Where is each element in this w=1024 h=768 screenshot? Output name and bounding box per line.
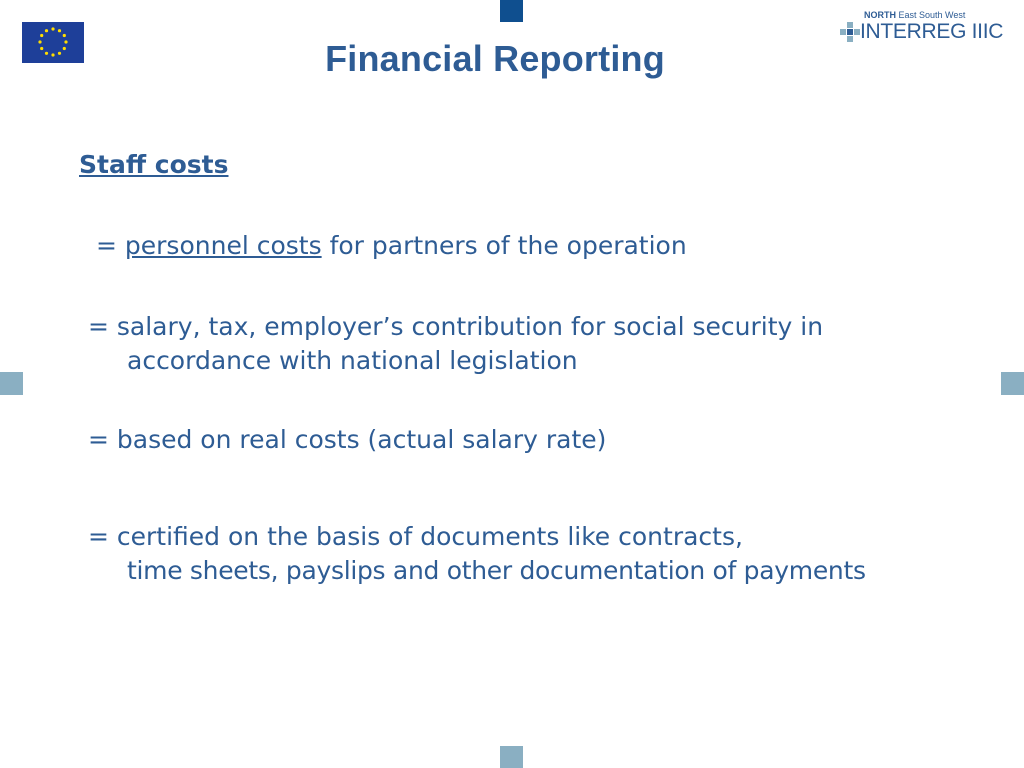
bullet-personnel-costs <box>96 229 687 263</box>
personnel-costs-link[interactable]: personnel costs <box>124 231 322 260</box>
bullet-real-costs: = based on real costs (actual salary rate) <box>88 425 607 454</box>
bullet-salary-line1: = salary, tax, employer’s contribution for social security in <box>88 312 824 341</box>
top-marker-square <box>500 0 523 22</box>
logo-north: NORTH <box>864 10 896 20</box>
section-heading: Staff costs <box>79 150 229 179</box>
left-marker-square <box>0 372 23 395</box>
bullet-certified-line1: = certified on the basis of documents like contracts, <box>88 522 743 551</box>
logo-name: INTERREG IIIC <box>860 20 1004 43</box>
bullet-certified-line2: time sheets, payslips and other documentation of payments <box>127 556 866 585</box>
bullet-prefix: = <box>96 231 125 260</box>
bullet-salary-line2: accordance with national legislation <box>127 346 578 375</box>
bottom-marker-square <box>500 746 523 768</box>
bullet-text: for partners of the operation <box>321 231 687 260</box>
right-marker-square <box>1001 372 1024 395</box>
logo-tagline <box>864 10 965 20</box>
slide-title: Financial Reporting <box>325 38 665 79</box>
logo-directions: East South West <box>898 10 966 20</box>
